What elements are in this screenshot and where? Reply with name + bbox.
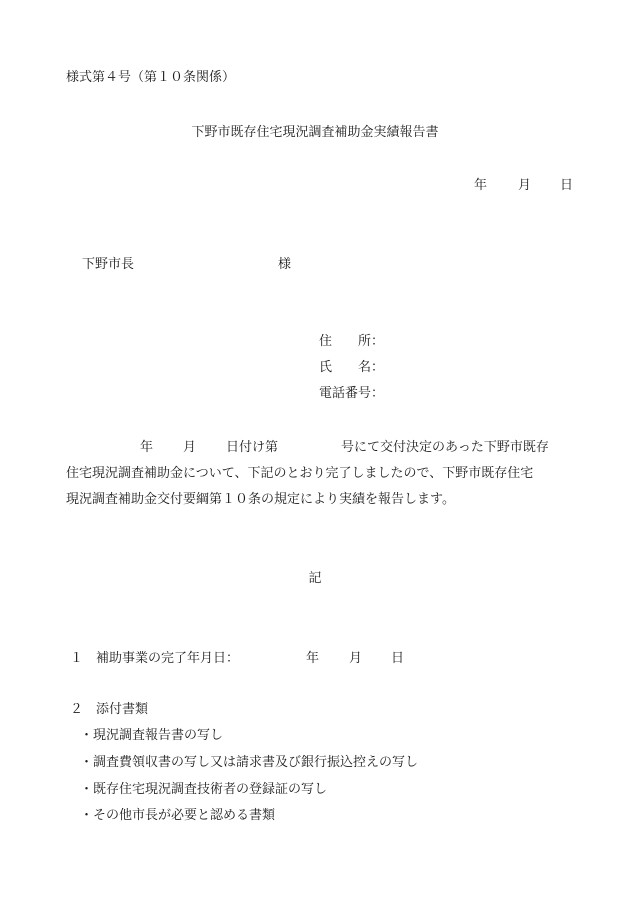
date-month-label: 月 — [518, 178, 532, 193]
attachment-item: ・その他市長が必要と認める書類 — [80, 808, 276, 823]
document-title: 下野市既存住宅現況調査補助金実績報告書 — [191, 125, 439, 140]
addressee-suffix: 様 — [278, 257, 292, 272]
addressee-name: 下野市長 — [82, 257, 135, 272]
item1-year-label: 年 — [306, 651, 320, 666]
date-year-label: 年 — [474, 178, 488, 193]
body-year-label: 年 — [140, 440, 154, 455]
ki-heading: 記 — [308, 571, 322, 586]
applicant-address-label: 住 所： — [319, 334, 385, 349]
report-paragraph — [66, 435, 586, 513]
paragraph-line-1 — [66, 435, 586, 461]
body-month-label: 月 — [183, 440, 197, 455]
body-line1-rest: 号にて交付決定のあった下野市既存 — [341, 440, 549, 455]
date-day-label: 日 — [560, 178, 574, 193]
item2-label: ２ 添付書類 — [70, 702, 149, 717]
attachment-item: ・調査費領収書の写し又は請求書及び銀行振込控えの写し — [80, 755, 419, 770]
item1-label: １ 補助事業の完了年月日： — [70, 651, 240, 666]
applicant-name-label: 氏 名： — [319, 360, 385, 375]
attachment-item: ・既存住宅現況調査技術者の登録証の写し — [80, 782, 328, 797]
body-dated-no-label: 日付け第 — [226, 440, 279, 455]
attachment-item: ・現況調査報告書の写し — [80, 728, 224, 743]
item1-day-label: 日 — [391, 651, 405, 666]
paragraph-line-2: 住宅現況調査補助金について、下記のとおり完了しましたので、下野市既存住宅 — [66, 466, 534, 481]
form-number: 様式第４号（第１０条関係） — [66, 70, 236, 85]
applicant-phone-label: 電話番号： — [319, 386, 385, 401]
item1-month-label: 月 — [349, 651, 363, 666]
paragraph-line-3: 現況調査補助金交付要綱第１０条の規定により実績を報告します。 — [66, 492, 455, 507]
